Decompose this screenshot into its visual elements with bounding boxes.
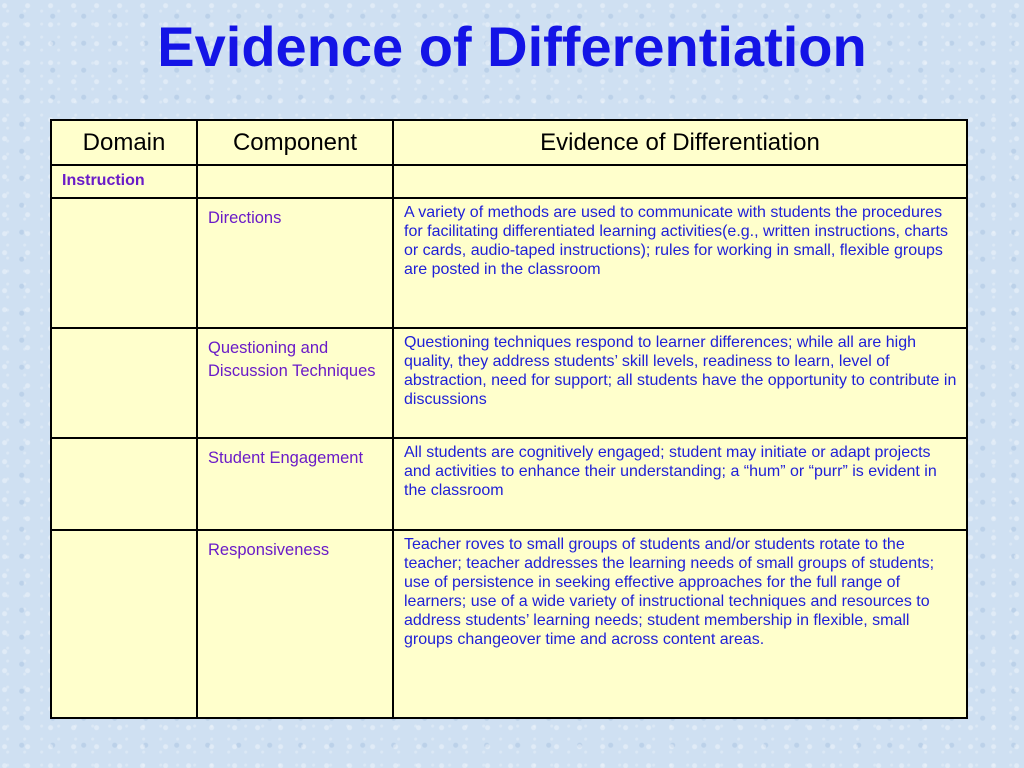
evidence-cell: A variety of methods are used to communicate with students the procedures for facilitating differentiated learning activities(e.g., written instructions, charts or cards, audio-taped instructions); rules for working in small, flexible groups are posted in the classroom [393,198,967,328]
header-row [51,120,967,165]
domain-cell: Instruction [51,165,197,198]
table-row [51,198,967,328]
empty-cell [51,530,197,718]
table-row [51,328,967,438]
evidence-cell: Questioning techniques respond to learner differences; while all are high quality, they address students’ skill levels, readiness to learn, level of abstraction, need for support; all students have the opportunity to contribute in discussions [393,328,967,438]
component-cell: Directions [197,198,393,328]
domain-row [51,165,967,198]
table-row [51,438,967,530]
header-evidence: Evidence of Differentiation [393,120,967,165]
component-cell: Questioning and Discussion Techniques [197,328,393,438]
header-component: Component [197,120,393,165]
table-row [51,530,967,718]
evidence-cell: Teacher roves to small groups of students and/or students rotate to the teacher; teacher addresses the learning needs of small groups of students; use of persistence in seeking effective approaches for the full range of learners; use of a wide variety of instructional techniques and resources to address students’ learning needs; student membership in flexible, small groups changeover time and across content areas. [393,530,967,718]
empty-cell [197,165,393,198]
empty-cell [51,198,197,328]
component-cell: Student Engagement [197,438,393,530]
header-domain: Domain [51,120,197,165]
evidence-cell: All students are cognitively engaged; student may initiate or adapt projects and activities to enhance their understanding; a “hum” or “purr” is evident in the classroom [393,438,967,530]
slide-title: Evidence of Differentiation [157,15,867,78]
empty-cell [51,438,197,530]
empty-cell [51,328,197,438]
component-cell: Responsiveness [197,530,393,718]
empty-cell [393,165,967,198]
evidence-table [50,119,968,719]
